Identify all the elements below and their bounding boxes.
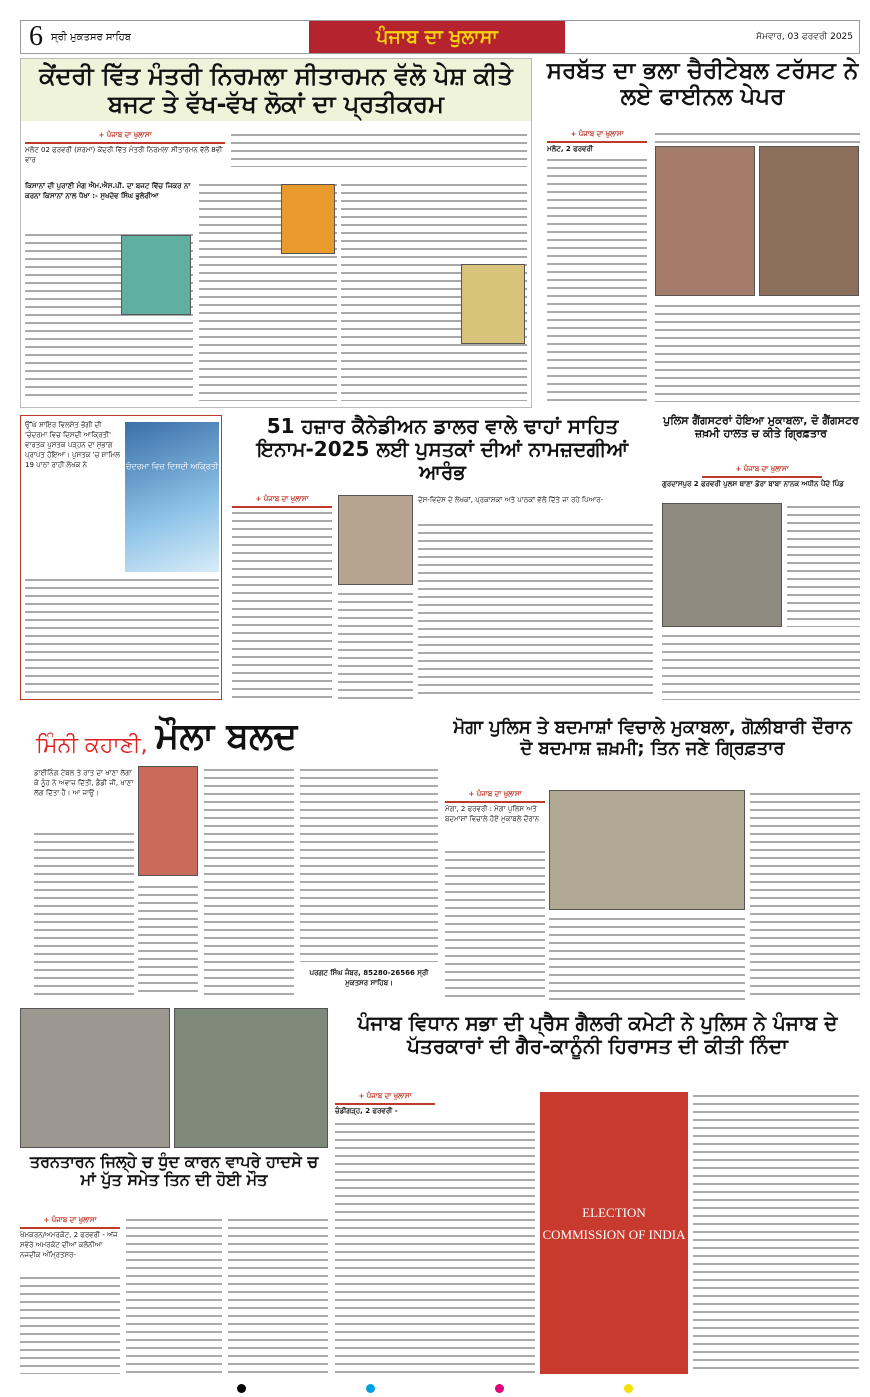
lead: ਚੰਡੀਗੜ੍ਹ, 2 ਫਰਵਰੀ - xyxy=(335,1106,435,1116)
headline: ਕੇਂਦਰੀ ਵਿੱਤ ਮੰਤਰੀ ਨਿਰਮਲਾ ਸੀਤਾਰਮਨ ਵੱਲੋ ਪੇਸ਼ ਕੀਤੇ ਬਜਟ ਤੇ ਵੱਖ-ਵੱਖ ਲੋਕਾਂ ਦਾ ਪ੍ਰਤੀਕਰਮ xyxy=(21,59,531,121)
body-text xyxy=(418,521,653,700)
masthead: ਪੰਜਾਬ ਦਾ ਖੁਲਾਸਾ xyxy=(309,21,565,53)
headline: 51 ਹਜ਼ਾਰ ਕੈਨੇਡੀਅਨ ਡਾਲਰ ਵਾਲੇ ਢਾਹਾਂ ਸਾਹਿਤ ਇਨਾਮ-2025 ਲਈ ਪੁਸਤਕਾਂ ਦੀਆਂ ਨਾਮਜ਼ਦਗੀਆਂ ਆਰੰਭ xyxy=(230,415,655,491)
section-label: ਮਿੰਨੀ ਕਹਾਣੀ, xyxy=(36,733,148,758)
byline: + ਪੰਜਾਬ ਦਾ ਖੁਲਾਸਾ xyxy=(25,131,225,144)
photo xyxy=(121,235,191,315)
lead: ਉੱਘੇ ਸ਼ਾਇਰ ਵਿਲਸੇਤ ਭੋਗੀ ਦੀ 'ਚੰਦਰਮਾ ਵਿਚ ਦਿਸਦੀ ਆਕ੍ਰਿਤੀ' ਵਾਰਤਕ ਪੁਸਤਕ ਪੜ੍ਹਨ ਦਾ ਸੁਭਾਗ ਪ੍ਰਾਪਤ ਹੋਇਆ। ਪੁਸਤਕ 'ਚ ਸ਼ਾਮਿਲ 19 ਪਾਠਾਂ ਰਾਹੀਂ ਲੇਖਕ ਨੇ xyxy=(25,420,121,570)
headline: ਪੁਲਿਸ ਗੈਂਗਸਟਰਾਂ ਹੋਇਆ ਮੁਕਾਬਲਾ, ਦੋ ਗੈਂਗਸਟਰ ਜ਼ਖ਼ਮੀ ਹਾਲਤ ਚ ਕੀਤੇ ਗ੍ਰਿਫ਼ਤਾਰ xyxy=(663,414,859,440)
body-text xyxy=(231,131,527,167)
body-text xyxy=(300,766,438,962)
registration-dot xyxy=(237,1384,246,1393)
body-text xyxy=(34,830,134,998)
photo xyxy=(174,1008,328,1148)
lead: ਮਲੋਟ 02 ਫਰਵਰੀ (ਸ਼ਰਮਾ) ਕੇਂਦਰੀ ਵਿੱਤ ਮੰਤਰੀ ਨਿਰਮਲਾ ਸੀਤਾਰਮਨ ਵੱਲੋਂ 8ਵੀਂ ਵਾਰ xyxy=(25,145,225,165)
photo xyxy=(20,1008,170,1148)
page-number: 6 xyxy=(29,21,43,52)
body-text xyxy=(750,790,860,1000)
body-text xyxy=(547,156,647,402)
body-text xyxy=(787,503,860,627)
body-text xyxy=(20,1274,120,1374)
photo xyxy=(759,146,859,296)
budget-story xyxy=(20,58,532,408)
body-text xyxy=(693,1092,859,1374)
subhead: ਕਿਸਾਨਾਂ ਦੀ ਪੁਰਾਣੀ ਮੰਗ ਐਮ.ਐਸ.ਪੀ. ਦਾ ਬਜਟ ਵਿੱਚ ਜਿਕਰ ਨਾ ਕਰਨਾ ਕਿਸਾਨਾਂ ਨਾਲ ਧੋਖਾ :- ਸੁਖਦੇਵ ਸਿੰਘ ਭੁਲੇਰੀਆ xyxy=(25,182,191,200)
body-text xyxy=(338,590,413,700)
registration-dot xyxy=(624,1384,633,1393)
body-text xyxy=(662,632,860,700)
press-story xyxy=(335,1008,860,1378)
body-text xyxy=(655,130,860,144)
award-story xyxy=(230,415,655,705)
byline: + ਪੰਜਾਬ ਦਾ ਖੁਲਾਸਾ xyxy=(232,495,332,508)
body-text xyxy=(204,766,294,998)
author: ਪਰਗਟ ਸਿੰਘ ਜੰਬਰ, 85280-26566 ਸ੍ਰੀ ਮੁਕਤਸਰ ਸਾਹਿਬ। xyxy=(300,968,438,988)
body-text xyxy=(126,1216,222,1374)
photo xyxy=(338,495,413,585)
body-text xyxy=(138,883,198,998)
headline: ਪੰਜਾਬ ਵਿਧਾਨ ਸਭਾ ਦੀ ਪ੍ਰੈਸ ਗੈਲਰੀ ਕਮੇਟੀ ਨੇ ਪੁਲਿਸ ਨੇ ਪੰਜਾਬ ਦੇ ਪੱਤਰਕਾਰਾਂ ਦੀ ਗੈਰ-ਕਾਨੂੰਨੀ ਹਿਰਾਸਤ ਦੀ ਕੀਤੀ ਨਿੰਦਾ xyxy=(357,1011,838,1058)
lead: ਗੁਰਦਾਸਪੁਰ 2 ਫਰਵਰੀ ਪੁਲਸ ਥਾਣਾ ਡੇਰਾ ਬਾਬਾ ਨਾਨਕ ਅਧੀਨ ਪੈਂਦੇ ਪਿੰਡ xyxy=(662,479,860,489)
issue-date: ਸੋਮਵਾਰ, 03 ਫਰਵਰੀ 2025 xyxy=(756,32,853,42)
lead: ਡਾਈਨਿੰਗ ਟੇਬਲ ਤੇ ਰਾਤ ਦਾ ਖਾਣਾ ਲੱਗਾ ਕੇ ਨੂੰਹ ਨੇ ਅਵਾਜ਼ ਦਿੱਤੀ, ਡੈਡੀ ਜੀ, ਖਾਣਾ ਲੱਗ ਦਿੱਤਾ ਹੈ। ਆ ਜਾਉ। xyxy=(34,769,134,797)
accident-story xyxy=(20,1008,328,1378)
byline: + ਪੰਜਾਬ ਦਾ ਖੁਲਾਸਾ xyxy=(445,790,545,803)
body-text xyxy=(25,576,219,694)
election-commission-photo: ELECTION COMMISSION OF INDIA xyxy=(540,1092,688,1374)
book-review xyxy=(20,415,222,700)
body-text xyxy=(549,915,745,1000)
photo xyxy=(655,146,755,296)
headline: ਤਰਨਤਾਰਨ ਜਿਲ੍ਹੇ ਚ ਧੁੰਦ ਕਾਰਨ ਵਾਪਰੇ ਹਾਦਸੇ ਚ ਮਾਂ ਪੁੱਤ ਸਮੇਤ ਤਿਨ ਦੀ ਹੋਈ ਮੌਤ xyxy=(29,1152,319,1190)
body-text xyxy=(655,302,860,402)
byline: + ਪੰਜਾਬ ਦਾ ਖੁਲਾਸਾ xyxy=(20,1216,120,1229)
headline: ਮੋਗਾ ਪੁਲਿਸ ਤੇ ਬਦਮਾਸ਼ਾਂ ਵਿਚਾਲੇ ਮੁਕਾਬਲਾ, ਗੋਲ਼ੀਬਾਰੀ ਦੌਰਾਨ ਦੋ ਬਦਮਾਸ਼ ਜ਼ਖ਼ਮੀ; ਤਿਨ ਜਣੇ ਗ੍ਰਿਫ਼ਤਾਰ xyxy=(453,717,852,759)
registration-marks xyxy=(0,1378,870,1397)
registration-dot xyxy=(495,1384,504,1393)
body-text xyxy=(335,1120,535,1374)
lead: ਮਲੋਟ, 2 ਫਰਵਰੀ xyxy=(547,144,647,154)
body-text xyxy=(232,509,332,700)
gangster-story xyxy=(662,415,860,705)
page-header xyxy=(20,20,860,54)
body-text xyxy=(445,848,545,1000)
book-cover: ਚੰਦਰਮਾ ਵਿਚ ਦਿਸਦੀ ਅਕ੍ਰਿਤੀ xyxy=(125,422,219,572)
photo xyxy=(461,264,525,344)
mini-story xyxy=(20,718,440,1003)
headline: ਮੌਲਾ ਬਲਦ xyxy=(155,716,298,757)
moga-story xyxy=(445,718,860,1003)
lead: ਖੇਮਕਰਨ/ਅਮਰਕੋਟ, 2 ਫਰਵਰੀ - ਅੱਜ ਸਵੇਰੇ ਅਮਰਕੋਟ ਦੀਆਂ ਕਲੋਨੀਆ ਨਜਦੀਕ ਅੰਮ੍ਰਿਤਸਰ- xyxy=(20,1230,120,1260)
body-text xyxy=(228,1216,328,1374)
photo xyxy=(549,790,745,910)
byline: + ਪੰਜਾਬ ਦਾ ਖੁਲਾਸਾ xyxy=(702,465,822,478)
lead: ਮੋਗਾ, 2 ਫਰਵਰੀ : ਮੋਗਾ ਪੁਲਿਸ ਅਤੇ ਬਦਮਾਸ਼ਾਂ ਵਿਚਾਲੇ ਹੋਏ ਮੁਕਾਬਲੇ ਦੌਰਾਨ xyxy=(445,804,545,824)
lead: ਦੇਸ-ਵਿਦੇਸ ਦੇ ਲੇਖਕਾਂ, ਪ੍ਰਕਾਸ਼ਕਾਂ ਅਤੇ ਪਾਠਕਾਂ ਵੱਲੋਂ ਦਿੱਤੇ ਜਾ ਰਹੇ ਪਿਆਰ- xyxy=(418,495,653,505)
byline: + ਪੰਜਾਬ ਦਾ ਖੁਲਾਸਾ xyxy=(547,130,647,143)
trust-story xyxy=(545,58,860,408)
author-photo xyxy=(138,766,198,876)
photo xyxy=(281,184,335,254)
headline: ਸਰਬੱਤ ਦਾ ਭਲਾ ਚੈਰੀਟੇਬਲ ਟਰੱਸਟ ਨੇ ਲਏ ਫਾਈਨਲ ਪੇਪਰ xyxy=(546,58,859,111)
edition-city: ਸ੍ਰੀ ਮੁਕਤਸਰ ਸਾਹਿਬ xyxy=(51,31,132,43)
photo xyxy=(662,503,782,627)
byline: + ਪੰਜਾਬ ਦਾ ਖੁਲਾਸਾ xyxy=(335,1092,435,1105)
registration-dot xyxy=(366,1384,375,1393)
